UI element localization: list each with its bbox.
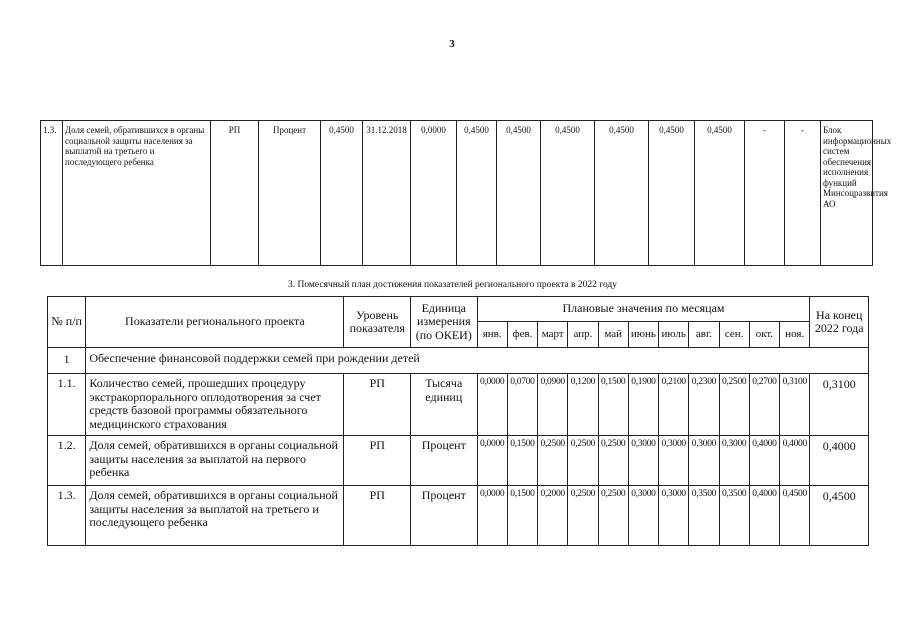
month-value: 0,4000: [749, 486, 779, 546]
month-value: 0,1200: [568, 374, 598, 436]
page-number: 3: [449, 38, 455, 50]
section-row: [48, 348, 869, 374]
indicator-name: Доля семей, обратившихся в органы социальной защиты населения за выплатой на третьего и последующего ребенка: [86, 486, 344, 546]
month-value: 0,4500: [780, 486, 810, 546]
header-monthly: Плановые значения по месяцам: [477, 297, 810, 322]
row-number: 1.3.: [48, 486, 86, 546]
value-cell: 0,4500: [497, 121, 541, 266]
month-header: май: [598, 322, 628, 348]
month-value: 0,2500: [719, 374, 749, 436]
table-row: [41, 121, 873, 266]
month-value: 0,3000: [659, 436, 689, 486]
month-header: фев.: [507, 322, 537, 348]
month-value: 0,2000: [538, 486, 568, 546]
base-value: 0,4500: [321, 121, 363, 266]
row-number: 1.2.: [48, 436, 86, 486]
row-number: 1.1.: [48, 374, 86, 436]
month-value: 0,3000: [719, 436, 749, 486]
month-header: июль: [659, 322, 689, 348]
indicator-level: РП: [211, 121, 259, 266]
value-cell: 0,4500: [457, 121, 497, 266]
value-cell: 0,4500: [595, 121, 649, 266]
monthly-plan-table: [47, 296, 869, 546]
table-row: [48, 486, 869, 546]
month-value: 0,3100: [780, 374, 810, 436]
month-header: ноя.: [780, 322, 810, 348]
month-value: 0,1500: [507, 486, 537, 546]
month-value: 0,2500: [598, 436, 628, 486]
month-value: 0,0000: [477, 486, 507, 546]
month-header: окт.: [749, 322, 779, 348]
value-cell: 0,4500: [541, 121, 595, 266]
end-of-year-value: 0,3100: [810, 374, 869, 436]
month-value: 0,1500: [507, 436, 537, 486]
month-header: авг.: [689, 322, 719, 348]
indicator-name: Доля семей, обратившихся в органы социальной защиты населения за выплатой на первого ребенка: [86, 436, 344, 486]
month-value: 0,0000: [477, 374, 507, 436]
month-header: март: [538, 322, 568, 348]
section-number: 1: [48, 348, 86, 374]
indicator-level: РП: [344, 374, 411, 436]
month-value: 0,2500: [568, 436, 598, 486]
month-value: 0,3500: [689, 486, 719, 546]
month-value: 0,2500: [568, 486, 598, 546]
indicator-unit: Процент: [411, 486, 478, 546]
month-value: 0,0000: [477, 436, 507, 486]
header-level: Уровень показателя: [344, 297, 411, 348]
month-value: 0,1500: [598, 374, 628, 436]
month-value: 0,0700: [507, 374, 537, 436]
indicator-name: Доля семей, обратившихся в органы социальной защиты населения за выплатой на третьего и последующего ребенка: [63, 121, 211, 266]
value-cell: -: [745, 121, 785, 266]
table-caption: 3. Помесячный план достижения показателей регионального проекта в 2022 году: [287, 280, 618, 290]
indicator-unit: Процент: [259, 121, 321, 266]
indicator-level: РП: [344, 436, 411, 486]
indicator-level: РП: [344, 486, 411, 546]
month-value: 0,3000: [628, 436, 658, 486]
header-num: № п/п: [48, 297, 86, 348]
end-of-year-value: 0,4500: [810, 486, 869, 546]
month-header: апр.: [568, 322, 598, 348]
month-value: 0,4000: [780, 436, 810, 486]
value-cell: 0,4500: [649, 121, 695, 266]
month-value: 0,3000: [659, 486, 689, 546]
month-value: 0,2700: [749, 374, 779, 436]
indicator-unit: Процент: [411, 436, 478, 486]
table-row: [48, 436, 869, 486]
information-system: Блок информационных систем обеспечения исполнения функций Минсоцразвития АО: [821, 121, 873, 266]
month-value: 0,2500: [538, 436, 568, 486]
value-cell: 0,0000: [411, 121, 457, 266]
month-value: 0,3500: [719, 486, 749, 546]
table-row: [48, 374, 869, 436]
month-header: сен.: [719, 322, 749, 348]
section-title: Обеспечение финансовой поддержки семей при рождении детей: [86, 348, 869, 374]
month-header: июнь: [628, 322, 658, 348]
header-unit: Единица измерения (по ОКЕИ): [411, 297, 478, 348]
month-value: 0,2300: [689, 374, 719, 436]
base-date: 31.12.2018: [363, 121, 411, 266]
value-cell: -: [785, 121, 821, 266]
month-value: 0,2100: [659, 374, 689, 436]
indicator-unit: Тысяча единиц: [411, 374, 478, 436]
month-header: янв.: [477, 322, 507, 348]
header-indicator: Показатели регионального проекта: [86, 297, 344, 348]
header-row: [48, 297, 869, 322]
month-value: 0,4000: [749, 436, 779, 486]
indicator-name: Количество семей, прошедших процедуру экстракорпорального оплодотворения за счет средств базовой программы обязательного медицинского страхования: [86, 374, 344, 436]
month-value: 0,1900: [628, 374, 658, 436]
header-end: На конец 2022 года: [810, 297, 869, 348]
month-value: 0,3000: [628, 486, 658, 546]
month-value: 0,2500: [598, 486, 628, 546]
end-of-year-value: 0,4000: [810, 436, 869, 486]
row-number: 1.3.: [41, 121, 63, 266]
top-indicator-table: [40, 120, 892, 266]
month-value: 0,0900: [538, 374, 568, 436]
value-cell: 0,4500: [695, 121, 745, 266]
month-value: 0,3000: [689, 436, 719, 486]
